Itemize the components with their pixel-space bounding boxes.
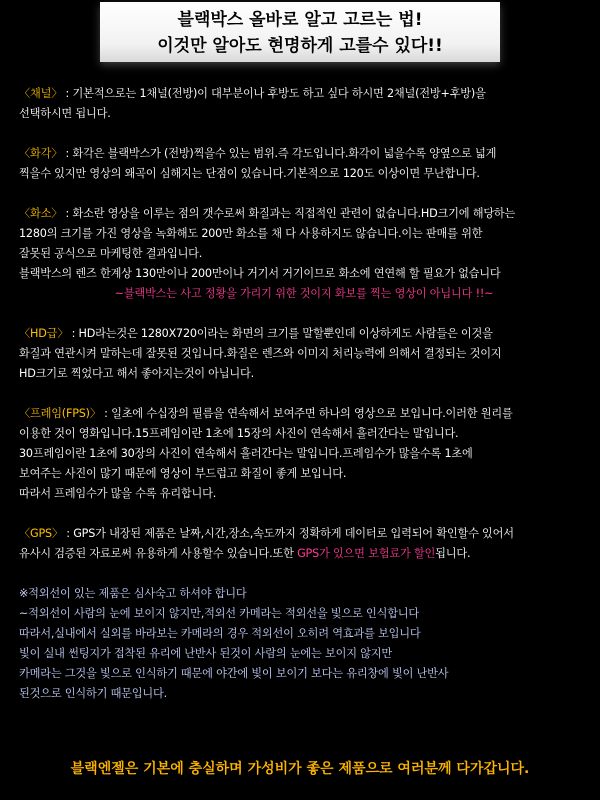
infrared-line-3: 따라서,실내에서 실외를 바라보는 카메라의 경우 적외선이 오히려 역효과를 보입니다 (19, 627, 421, 640)
pixels-label: 〈화소〉 (19, 207, 63, 220)
infrared-line-2: ~적외선이 사람의 눈에 보이지 않지만,적외선 카메라는 적외선을 빛으로 인식합니다 (19, 607, 420, 620)
title-line-2: 이것만 알아도 현명하게 고를수 있다!! (157, 36, 443, 56)
hd-line-1 (19, 324, 589, 344)
fps-label: 〈프레임(FPS)〉 (19, 407, 101, 420)
channel-text-1: : 기본적으로는 1채널(전방)이 대부분이나 후방도 하고 싶다 하시면 2채널(전방+후방)을 (62, 87, 486, 100)
angle-line-1 (19, 144, 589, 164)
gps-text-2a: 유사시 검증된 자료로써 유용하게 사용할수 있습니다.또한 (19, 547, 298, 560)
channel-line-1 (19, 84, 589, 104)
hd-text-1: : HD라는것은 1280X720이라는 화면의 크기를 말할뿐인데 이상하게도 사람들은 이것을 (68, 327, 493, 340)
channel-line-2: 선택하시면 됩니다. (19, 107, 111, 120)
pixels-line-3: 잘못된 공식으로 마케팅한 결과입니다. (19, 247, 203, 260)
infrared-line-6: 된것으로 인식하기 때문입니다. (19, 687, 167, 700)
section-hd (19, 324, 589, 384)
title-line-1: 블랙박스 올바로 알고 고르는 법! (177, 10, 423, 30)
title-banner (100, 2, 500, 62)
section-angle (19, 144, 589, 184)
section-pixels (19, 204, 589, 304)
hd-line-3: HD크기로 찍었다고 해서 좋아지는것이 아닙니다. (19, 367, 254, 380)
gps-line-2 (19, 544, 589, 564)
section-fps (19, 404, 589, 504)
infrared-line-4: 빛이 실내 썬팅지가 접착된 유리에 난반사 된것이 사람의 눈에는 보이지 않지만 (19, 647, 392, 660)
pixels-warning: ~블랙박스는 사고 정황을 가리기 위한 것이지 화보를 찍는 영상이 아닙니다 !!~ (114, 287, 494, 300)
hd-line-2: 화질과 연관시켜 말하는데 잘못된 것입니다.화질은 렌즈와 이미지 처리능력에 의해서 결정되는 것이지 (19, 347, 502, 360)
section-infrared (19, 584, 589, 704)
gps-line-1 (19, 524, 589, 544)
angle-line-2: 찍을수 있지만 영상의 왜곡이 심해지는 단점이 있습니다.기본적으로 120도 이상이면 무난합니다. (19, 167, 480, 180)
section-gps (19, 524, 589, 564)
fps-line-2: 이용한 것이 영화입니다.15프레임이란 1초에 15장의 사진이 연속해서 흘러간다는 말입니다. (19, 427, 459, 440)
pixels-line-4: 블랙박스의 렌즈 한계상 130만이나 200만이나 거기서 거기이므로 화소에 연연해 할 필요가 없습니다 (19, 267, 501, 280)
gps-text-2b: 됩니다. (435, 547, 471, 560)
infrared-line-5: 카메라는 그것을 빛으로 인식하기 때문에 야간에 빛이 보이기 보다는 유리창에 빛이 난반사 (19, 667, 449, 680)
footer-slogan: 블랙엔젤은 기본에 충실하며 가성비가 좋은 제품으로 여러분께 다가갑니다. (70, 761, 530, 777)
fps-line-5: 따라서 프레임수가 많을 수록 유리합니다. (19, 487, 217, 500)
channel-label: 〈채널〉 (19, 87, 63, 100)
pixels-text-1: : 화소란 영상을 이루는 점의 갯수로써 화질과는 직접적인 관련이 없습니다.HD크기에 해당하는 (62, 207, 516, 220)
gps-label: 〈GPS〉 (19, 527, 63, 540)
section-channel (19, 84, 589, 124)
infrared-line-1: ※적외선이 있는 제품은 심사숙고 하셔야 합니다 (19, 587, 247, 600)
fps-line-4: 보여주는 사진이 많기 때문에 영상이 부드럽고 화질이 좋게 보입니다. (19, 467, 347, 480)
pixels-line-2: 1280의 크기를 가진 영상을 녹화해도 200만 화소를 채 다 사용하지도 않습니다.이는 판매를 위한 (19, 227, 483, 240)
fps-line-3: 30프레임이란 1초에 30장의 사진이 연속해서 흘러간다는 말입니다.프레임수가 많을수록 1초에 (19, 447, 473, 460)
fps-text-1: : 일초에 수십장의 필름을 연속해서 보여주면 하나의 영상으로 보입니다.이러한 원리를 (100, 407, 513, 420)
fps-line-1 (19, 404, 589, 424)
gps-insurance-highlight: GPS가 있으면 보험료가 할인 (297, 547, 436, 560)
hd-label: 〈HD급〉 (19, 327, 69, 340)
content-body (19, 84, 589, 724)
pixels-line-1 (19, 204, 589, 224)
angle-text-1: : 화각은 블랙박스가 (전방)찍을수 있는 범위.즉 각도입니다.화각이 넓을수록 양옆으로 넓게 (62, 147, 497, 160)
gps-text-1: : GPS가 내장된 제품은 날짜,시간,장소,속도까지 정확하게 데이터로 입력되어 확인할수 있어서 (62, 527, 514, 540)
angle-label: 〈화각〉 (19, 147, 63, 160)
